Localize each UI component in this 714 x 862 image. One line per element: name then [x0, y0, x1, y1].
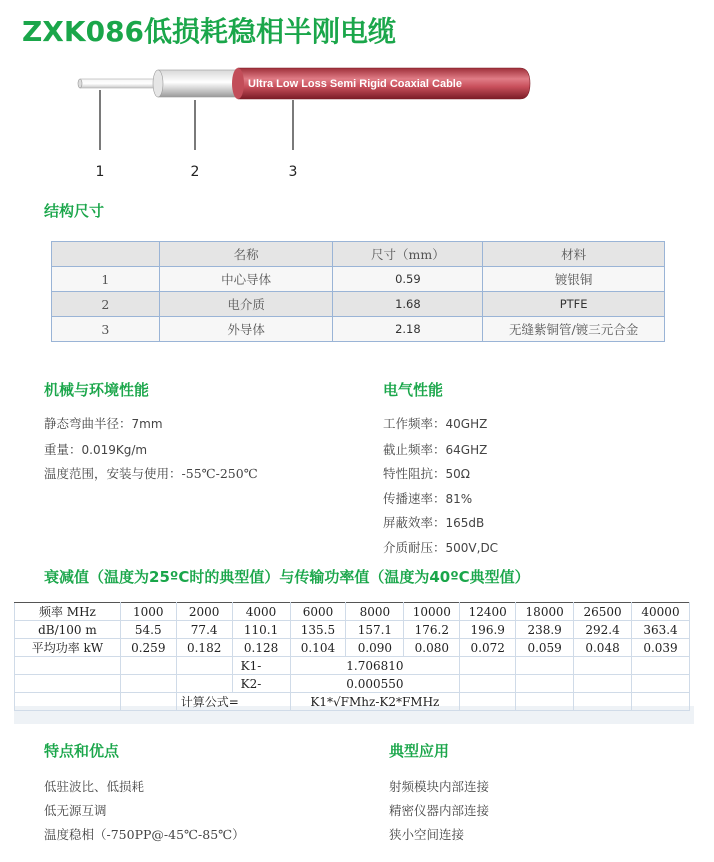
table-cell: [15, 693, 121, 711]
feature-item: 低驻波比、低损耗: [44, 779, 145, 794]
callout-3: 3: [288, 164, 298, 180]
table-cell: 计算公式=: [176, 693, 290, 711]
table-row: [52, 317, 665, 342]
callout-2: 2: [190, 164, 200, 180]
table-cell: 176.2: [404, 621, 460, 639]
table-cell: [176, 675, 232, 693]
mechanical-heading: 机械与环境性能: [44, 381, 150, 399]
table-cell: 中心导体: [159, 267, 333, 292]
table-cell: [516, 693, 574, 711]
table-cell: 54.5: [120, 621, 176, 639]
table-cell: 0.182: [176, 639, 232, 657]
table-cell: 8000: [346, 603, 404, 621]
structure-table: [51, 241, 665, 342]
attenuation-table: [14, 602, 690, 711]
electrical-item: 工作频率：40GHZ: [383, 416, 488, 431]
application-item: 射频模块内部连接: [389, 779, 490, 794]
table-cell: [15, 675, 121, 693]
table-row: [52, 267, 665, 292]
table-cell: [574, 675, 632, 693]
table-header-row: [52, 242, 665, 267]
mechanical-item: 静态弯曲半径：7mm: [44, 416, 163, 431]
table-cell: 157.1: [346, 621, 404, 639]
attenuation-heading: 衰减值（温度为25ºC时的典型值）与传输功率值（温度为40ºC典型值）: [44, 568, 530, 586]
feature-item: 温度稳相（-750PP@-45℃-85℃）: [44, 827, 245, 842]
table-cell: 77.4: [176, 621, 232, 639]
table-cell: 0.259: [120, 639, 176, 657]
table-cell: 0.090: [346, 639, 404, 657]
table-cell: 6000: [290, 603, 346, 621]
table-cell: 平均功率 kW: [15, 639, 121, 657]
electrical-item: 传播速率：81%: [383, 491, 473, 506]
cable-illustration: [60, 58, 540, 184]
electrical-item: 屏蔽效率：165dB: [383, 515, 485, 530]
table-cell: 238.9: [516, 621, 574, 639]
table-cell: [52, 242, 160, 267]
cable-label: Ultra Low Loss Semi Rigid Coaxial Cable: [248, 78, 462, 90]
table-cell: [632, 657, 690, 675]
mechanical-item: 温度范围，安装与使用：-55℃-250℃: [44, 466, 258, 481]
table-cell: 1.68: [333, 292, 483, 317]
table-cell: [574, 657, 632, 675]
table-cell: 外导体: [159, 317, 333, 342]
table-cell: 110.1: [232, 621, 290, 639]
table-cell: 0.59: [333, 267, 483, 292]
table-row: [15, 621, 690, 639]
table-cell: 0.104: [290, 639, 346, 657]
table-cell: 0.128: [232, 639, 290, 657]
table-cell: 0.059: [516, 639, 574, 657]
table-cell: [632, 693, 690, 711]
center-conductor: [80, 79, 160, 88]
table-cell: [120, 675, 176, 693]
table-cell: 196.9: [460, 621, 516, 639]
table-cell: K2-: [232, 675, 290, 693]
table-row: [15, 639, 690, 657]
table-cell: 2000: [176, 603, 232, 621]
table-cell: [460, 693, 516, 711]
table-cell: 电介质: [159, 292, 333, 317]
structure-heading: 结构尺寸: [44, 202, 105, 220]
table-cell: 频率 MHz: [15, 603, 121, 621]
electrical-item: 介质耐压：500V,DC: [383, 540, 499, 555]
electrical-item: 特性阻抗：50Ω: [383, 466, 470, 481]
applications-heading: 典型应用: [389, 742, 450, 760]
table-cell: 名称: [159, 242, 333, 267]
table-cell: dB/100 m: [15, 621, 121, 639]
table-cell: [574, 693, 632, 711]
features-heading: 特点和优点: [44, 742, 120, 760]
table-cell: 40000: [632, 603, 690, 621]
table-cell: 2.18: [333, 317, 483, 342]
table-cell: 1.706810: [290, 657, 460, 675]
mechanical-item: 重量：0.019Kg/m: [44, 442, 148, 457]
table-cell: 18000: [516, 603, 574, 621]
table-row: [15, 675, 690, 693]
table-cell: [516, 657, 574, 675]
table-row: [15, 657, 690, 675]
table-cell: [176, 657, 232, 675]
table-cell: 0.000550: [290, 675, 460, 693]
table-cell: [516, 675, 574, 693]
application-item: 狭小空间连接: [389, 827, 465, 842]
table-cell: K1*√FMhz-K2*FMHz: [290, 693, 460, 711]
table-cell: 26500: [574, 603, 632, 621]
table-cell: 292.4: [574, 621, 632, 639]
table-cell: 135.5: [290, 621, 346, 639]
table-cell: 4000: [232, 603, 290, 621]
table-cell: [15, 657, 121, 675]
table-cell: 无缝紫铜管/镀三元合金: [483, 317, 665, 342]
table-cell: 0.048: [574, 639, 632, 657]
callout-1: 1: [95, 164, 105, 180]
table-cell: 3: [52, 317, 160, 342]
table-cell: 363.4: [632, 621, 690, 639]
table-cell: 镀银铜: [483, 267, 665, 292]
feature-item: 低无源互调: [44, 803, 107, 818]
table-row: [15, 603, 690, 621]
table-cell: [120, 693, 176, 711]
table-row: [15, 693, 690, 711]
table-cell: 0.080: [404, 639, 460, 657]
table-cell: [460, 675, 516, 693]
table-cell: 2: [52, 292, 160, 317]
table-cell: 尺寸（mm）: [333, 242, 483, 267]
table-row: [52, 292, 665, 317]
table-cell: 12400: [460, 603, 516, 621]
table-cell: 1: [52, 267, 160, 292]
table-cell: 0.072: [460, 639, 516, 657]
table-cell: 10000: [404, 603, 460, 621]
page-title: ZXK086低损耗稳相半刚电缆: [22, 15, 397, 48]
table-cell: [460, 657, 516, 675]
electrical-item: 截止频率：64GHZ: [383, 442, 488, 457]
table-cell: K1-: [232, 657, 290, 675]
table-cell: 0.039: [632, 639, 690, 657]
table-cell: 1000: [120, 603, 176, 621]
table-cell: PTFE: [483, 292, 665, 317]
application-item: 精密仪器内部连接: [389, 803, 490, 818]
electrical-heading: 电气性能: [383, 381, 444, 399]
table-cell: 材料: [483, 242, 665, 267]
table-cell: [632, 675, 690, 693]
table-cell: [120, 657, 176, 675]
